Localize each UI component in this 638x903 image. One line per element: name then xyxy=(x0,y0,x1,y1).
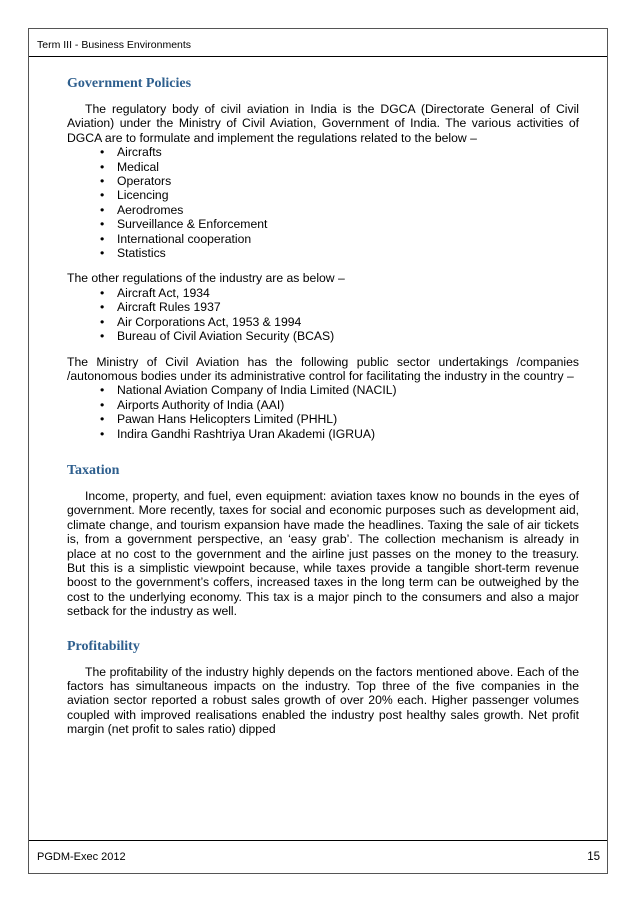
list-item: • Indira Gandhi Rashtriya Uran Akademi (IGRUA) xyxy=(117,427,579,441)
ministry-intro-paragraph: The Ministry of Civil Aviation has the following public sector undertakings /companies /autonomous bodies under its administrative control for facilitating the industry in the country – xyxy=(67,354,579,383)
header-divider xyxy=(29,56,607,57)
heading-profitability: Profitability xyxy=(67,638,140,654)
dgca-list xyxy=(67,145,579,260)
other-regulations-intro: The other regulations of the industry are as below – xyxy=(67,271,345,286)
heading-taxation: Taxation xyxy=(67,462,120,478)
page-content xyxy=(67,68,579,737)
list-item: • Aircrafts xyxy=(117,145,579,159)
list-item: • Bureau of Civil Aviation Security (BCAS) xyxy=(117,329,579,343)
profitability-paragraph: The profitability of the industry highly depends on the factors mentioned above. Each of the factors has simultaneous impacts on the industry. Top three of the five companies in the aviation sector reported a robust sales growth of over 20% each. Higher passenger volumes coupled with improved realisations enabled the industry post healthy sales growth. Net profit margin (net profit to sales ratio) dipped xyxy=(67,664,579,737)
list-item: • Air Corporations Act, 1953 & 1994 xyxy=(117,315,579,329)
list-item: • Airports Authority of India (AAI) xyxy=(117,398,579,412)
list-item: • Operators xyxy=(117,174,579,188)
list-item: • Medical xyxy=(117,160,579,174)
list-item: • Licencing xyxy=(117,188,579,202)
list-item: • Aircraft Act, 1934 xyxy=(117,286,579,300)
footer-divider xyxy=(29,840,607,841)
running-footer: PGDM-Exec 2012 xyxy=(37,851,126,863)
list-item: • National Aviation Company of India Limited (NACIL) xyxy=(117,383,579,397)
heading-government-policies: Government Policies xyxy=(67,76,192,91)
running-header: Term III - Business Environments xyxy=(37,39,192,51)
other-regulations-list xyxy=(67,286,579,344)
list-item: • International cooperation xyxy=(117,232,579,246)
page-number: 15 xyxy=(587,851,600,863)
list-item: • Aircraft Rules 1937 xyxy=(117,300,579,314)
ministry-bodies-list xyxy=(67,383,579,441)
government-intro-paragraph: The regulatory body of civil aviation in India is the DGCA (Directorate General of Civil Aviation) under the Ministry of Civil Aviation, Government of India. The various activities of DGCA are to formulate and implement the regulations related to the below – xyxy=(67,102,579,145)
list-item: • Statistics xyxy=(117,246,579,260)
list-item: • Pawan Hans Helicopters Limited (PHHL) xyxy=(117,412,579,426)
list-item: • Surveillance & Enforcement xyxy=(117,217,579,231)
taxation-paragraph: Income, property, and fuel, even equipment: aviation taxes know no bounds in the eyes of government. More recently, taxes for social and economic purposes such as development aid, climate change, and tourism expansion have made the headlines. Taxing the sale of air tickets is, from a government perspective, an ‘easy grab’. The collection mechanism is already in place at no cost to the government and the airline just passes on the money to the treasury. But this is a simplistic viewpoint because, while taxes provide a tangible short-term revenue boost to the government’s coffers, increased taxes in the long term can be outweighed by the cost to the underlying economy. This tax is a major pinch to the consumers and also a major setback for the industry as well. xyxy=(67,488,579,619)
list-item: • Aerodromes xyxy=(117,203,579,217)
